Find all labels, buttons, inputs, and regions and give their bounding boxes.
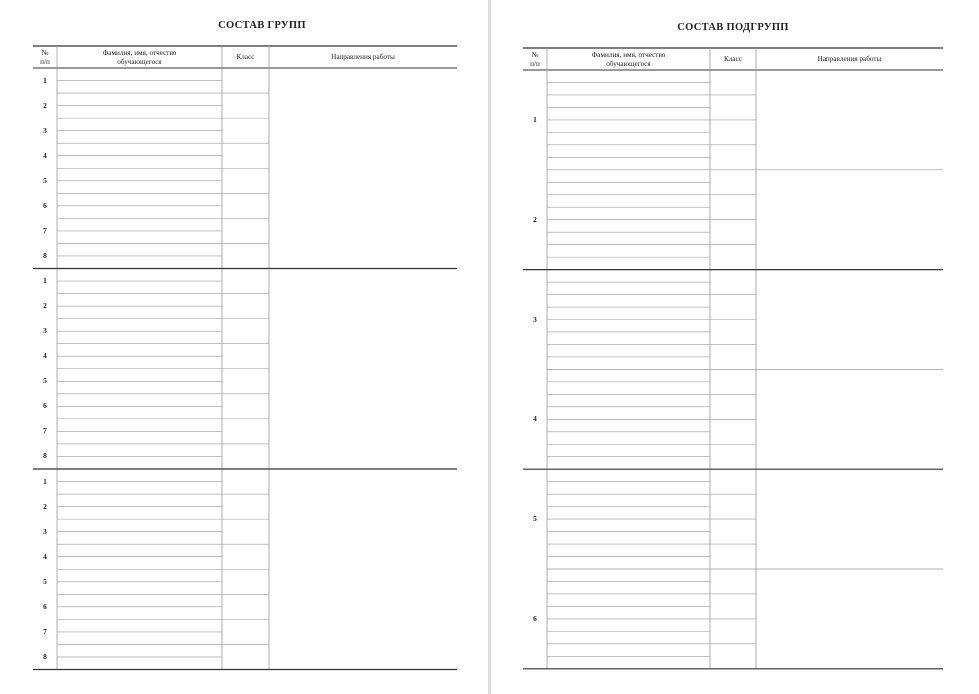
- row-number: 3: [43, 526, 47, 536]
- row-number: 8: [43, 651, 47, 661]
- row-number: 8: [43, 451, 47, 461]
- right-header-direction: Направления работы: [817, 55, 882, 64]
- row-number: 5: [43, 175, 47, 185]
- row-number: 4: [43, 351, 47, 361]
- row-number: 2: [43, 501, 47, 511]
- left-header-direction: Направления работы: [331, 53, 395, 62]
- left-header-number: № п/п: [40, 49, 50, 66]
- row-number: 5: [43, 376, 47, 386]
- subgroup-number: 2: [533, 214, 537, 224]
- row-number: 2: [43, 100, 47, 110]
- row-number: 6: [43, 401, 47, 411]
- subgroup-number: 4: [533, 414, 537, 424]
- subgroup-number: 3: [533, 314, 537, 324]
- subgroup-number: 6: [533, 613, 537, 623]
- row-number: 4: [43, 551, 47, 561]
- row-number: 3: [43, 125, 47, 135]
- row-number: 5: [43, 576, 47, 586]
- right-page: [491, 0, 979, 694]
- left-header-class: Класс: [236, 53, 255, 62]
- right-header-name: Фамилия, имя, отчество обучающегося: [591, 51, 666, 68]
- row-number: 1: [43, 276, 47, 286]
- row-number: 2: [43, 301, 47, 311]
- row-number: 1: [43, 75, 47, 85]
- left-page-title: СОСТАВ ГРУПП: [218, 20, 306, 31]
- row-number: 7: [43, 626, 47, 636]
- right-subgroups-table: [491, 0, 979, 694]
- row-number: 3: [43, 326, 47, 336]
- row-number: 6: [43, 601, 47, 611]
- right-page-title: СОСТАВ ПОДГРУПП: [677, 22, 789, 33]
- row-number: 7: [43, 426, 47, 436]
- right-header-class: Класс: [724, 55, 742, 64]
- left-page: [0, 0, 488, 694]
- row-number: 6: [43, 200, 47, 210]
- right-header-number: № п/п: [530, 51, 540, 68]
- row-number: 1: [43, 476, 47, 486]
- left-groups-table: [0, 0, 488, 694]
- row-number: 7: [43, 225, 47, 235]
- left-header-name: Фамилия, имя, отчество обучающегося: [102, 49, 177, 66]
- row-number: 4: [43, 150, 47, 160]
- row-number: 8: [43, 250, 47, 260]
- subgroup-number: 1: [533, 114, 537, 124]
- subgroup-number: 5: [533, 514, 537, 524]
